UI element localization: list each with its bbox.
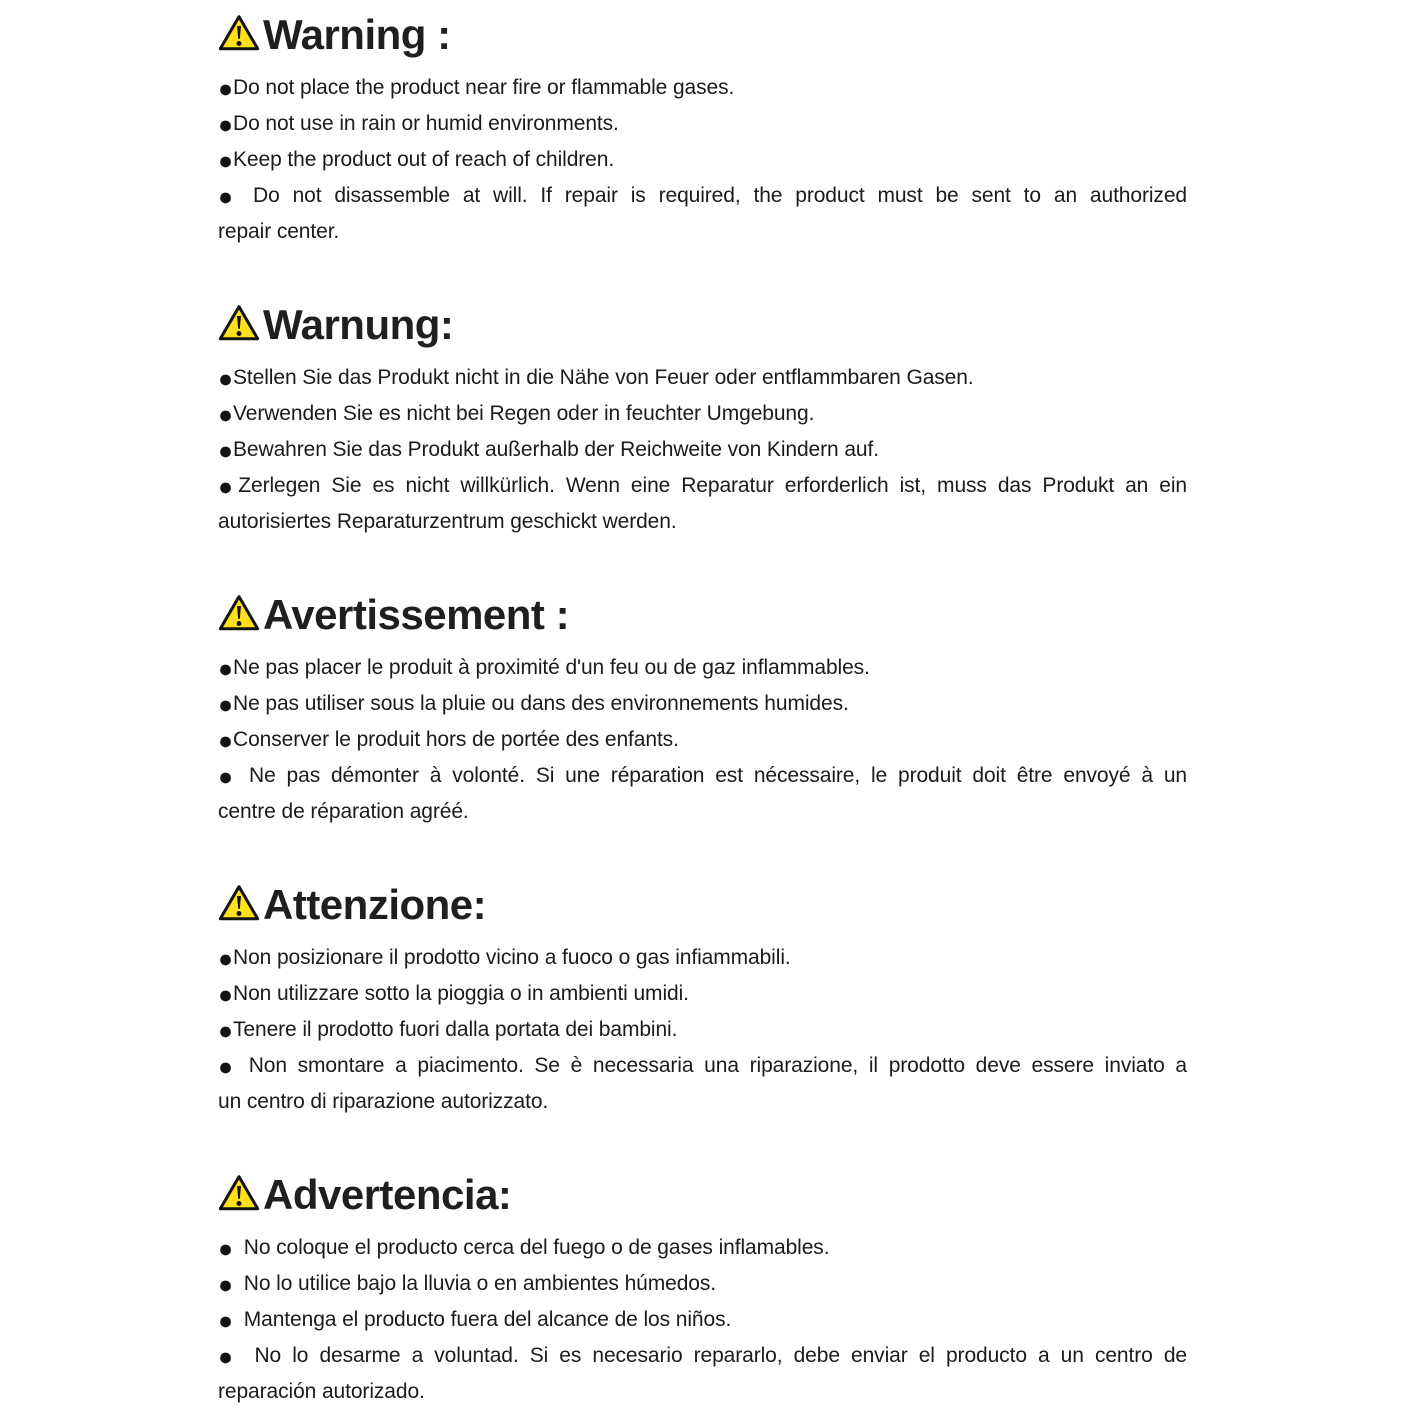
section-heading (218, 8, 1187, 62)
bullet-icon: ● (218, 1053, 238, 1081)
bullet-text: Keep the product out of reach of children. (233, 148, 615, 171)
bullet-text: Ne pas placer le produit à proximité d'un feu ou de gaz inflammables. (233, 656, 870, 679)
bullet-icon: ● (218, 183, 241, 211)
bullet-icon: ● (218, 365, 234, 393)
bullet-item (218, 758, 1187, 830)
bullet-text: Do not use in rain or humid environments. (233, 112, 619, 135)
bullet-icon: ● (218, 401, 234, 429)
bullet-item (218, 178, 1187, 250)
bullet-text-continuation: un centro di riparazione autorizzato. (218, 1090, 549, 1113)
bullet-text: No coloque el producto cerca del fuego o de gases inflamables. (238, 1236, 830, 1259)
bullet-icon: ● (218, 147, 234, 175)
bullet-item (218, 976, 1187, 1012)
warning-triangle-icon (218, 1174, 260, 1212)
bullet-item (218, 722, 1187, 758)
section-heading-text: Warning : (263, 11, 451, 58)
bullet-text-continuation: autorisiertes Reparaturzentrum geschickt werden. (218, 510, 677, 533)
section-heading (218, 298, 1187, 352)
bullet-icon: ● (218, 1271, 234, 1299)
bullet-item (218, 396, 1187, 432)
bullet-icon: ● (218, 75, 234, 103)
bullet-item (218, 1266, 1187, 1302)
bullet-item (218, 142, 1187, 178)
bullet-list (218, 650, 1187, 830)
bullet-icon: ● (218, 945, 234, 973)
bullet-text-continuation: reparación autorizado. (218, 1380, 425, 1403)
bullet-list (218, 940, 1187, 1120)
bullet-item (218, 432, 1187, 468)
bullet-text: Non posizionare il prodotto vicino a fuoco o gas infiammabili. (233, 946, 791, 969)
bullet-icon: ● (218, 1017, 234, 1045)
bullet-item (218, 106, 1187, 142)
bullet-item (218, 1338, 1187, 1410)
warning-section-french (218, 588, 1187, 830)
bullet-list (218, 70, 1187, 250)
section-heading-text: Warnung: (263, 301, 454, 348)
bullet-text: Do not place the product near fire or flammable gases. (233, 76, 735, 99)
bullet-icon: ● (218, 981, 234, 1009)
bullet-text: No lo utilice bajo la lluvia o en ambientes húmedos. (238, 1272, 716, 1295)
section-heading (218, 1168, 1187, 1222)
bullet-text: Ne pas démonter à volonté. Si une réparation est nécessaire, le produit doit être envoyé à un (238, 764, 1187, 787)
bullet-icon: ● (218, 437, 234, 465)
bullet-icon: ● (218, 1307, 234, 1335)
bullet-icon: ● (218, 473, 239, 501)
section-heading-text: Advertencia: (263, 1171, 512, 1218)
bullet-text: Mantenga el producto fuera del alcance de los niños. (238, 1308, 732, 1331)
section-heading (218, 878, 1187, 932)
warning-triangle-icon (218, 884, 260, 922)
bullet-item (218, 468, 1187, 540)
bullet-icon: ● (218, 1235, 234, 1263)
bullet-item (218, 1012, 1187, 1048)
bullet-text: Verwenden Sie es nicht bei Regen oder in feuchter Umgebung. (233, 402, 815, 425)
section-heading (218, 588, 1187, 642)
bullet-text: Conserver le produit hors de portée des enfants. (233, 728, 679, 751)
warning-triangle-icon (218, 594, 260, 632)
section-heading-text: Attenzione: (263, 881, 487, 928)
bullet-list (218, 360, 1187, 540)
bullet-text-continuation: repair center. (218, 220, 340, 243)
bullet-text: Bewahren Sie das Produkt außerhalb der Reichweite von Kindern auf. (233, 438, 879, 461)
bullet-item (218, 940, 1187, 976)
bullet-item (218, 1302, 1187, 1338)
warning-triangle-icon (218, 304, 260, 342)
warning-section-italian (218, 878, 1187, 1120)
warning-section-spanish (218, 1168, 1187, 1410)
bullet-text: Ne pas utiliser sous la pluie ou dans des environnements humides. (233, 692, 849, 715)
bullet-item (218, 650, 1187, 686)
bullet-item (218, 1230, 1187, 1266)
bullet-text: No lo desarme a voluntad. Si es necesario repararlo, debe enviar el producto a un centro de (243, 1344, 1187, 1367)
bullet-icon: ● (218, 727, 234, 755)
bullet-text: Do not disassemble at will. If repair is required, the product must be sent to an authorized (240, 184, 1187, 207)
bullet-icon: ● (218, 111, 234, 139)
bullet-icon: ● (218, 1343, 239, 1371)
bullet-text: Non utilizzare sotto la pioggia o in ambienti umidi. (233, 982, 689, 1005)
bullet-icon: ● (218, 691, 234, 719)
bullet-item (218, 70, 1187, 106)
bullet-text: Stellen Sie das Produkt nicht in die Nähe von Feuer oder entflammbaren Gasen. (233, 366, 974, 389)
warning-triangle-icon (218, 14, 260, 52)
bullet-text: Zerlegen Sie es nicht willkürlich. Wenn eine Reparatur erforderlich ist, muss das Produkt an ein (238, 474, 1187, 497)
bullet-item (218, 686, 1187, 722)
bullet-icon: ● (218, 655, 234, 683)
bullet-text: Tenere il prodotto fuori dalla portata dei bambini. (233, 1018, 678, 1041)
bullet-text-continuation: centre de réparation agréé. (218, 800, 469, 823)
bullet-icon: ● (218, 763, 239, 791)
warning-section-english (218, 8, 1187, 250)
bullet-text: Non smontare a piacimento. Se è necessaria una riparazione, il prodotto deve essere inviato a (237, 1054, 1187, 1077)
section-heading-text: Avertissement : (263, 591, 570, 638)
bullet-list (218, 1230, 1187, 1410)
bullet-item (218, 360, 1187, 396)
bullet-item (218, 1048, 1187, 1120)
warning-section-german (218, 298, 1187, 540)
